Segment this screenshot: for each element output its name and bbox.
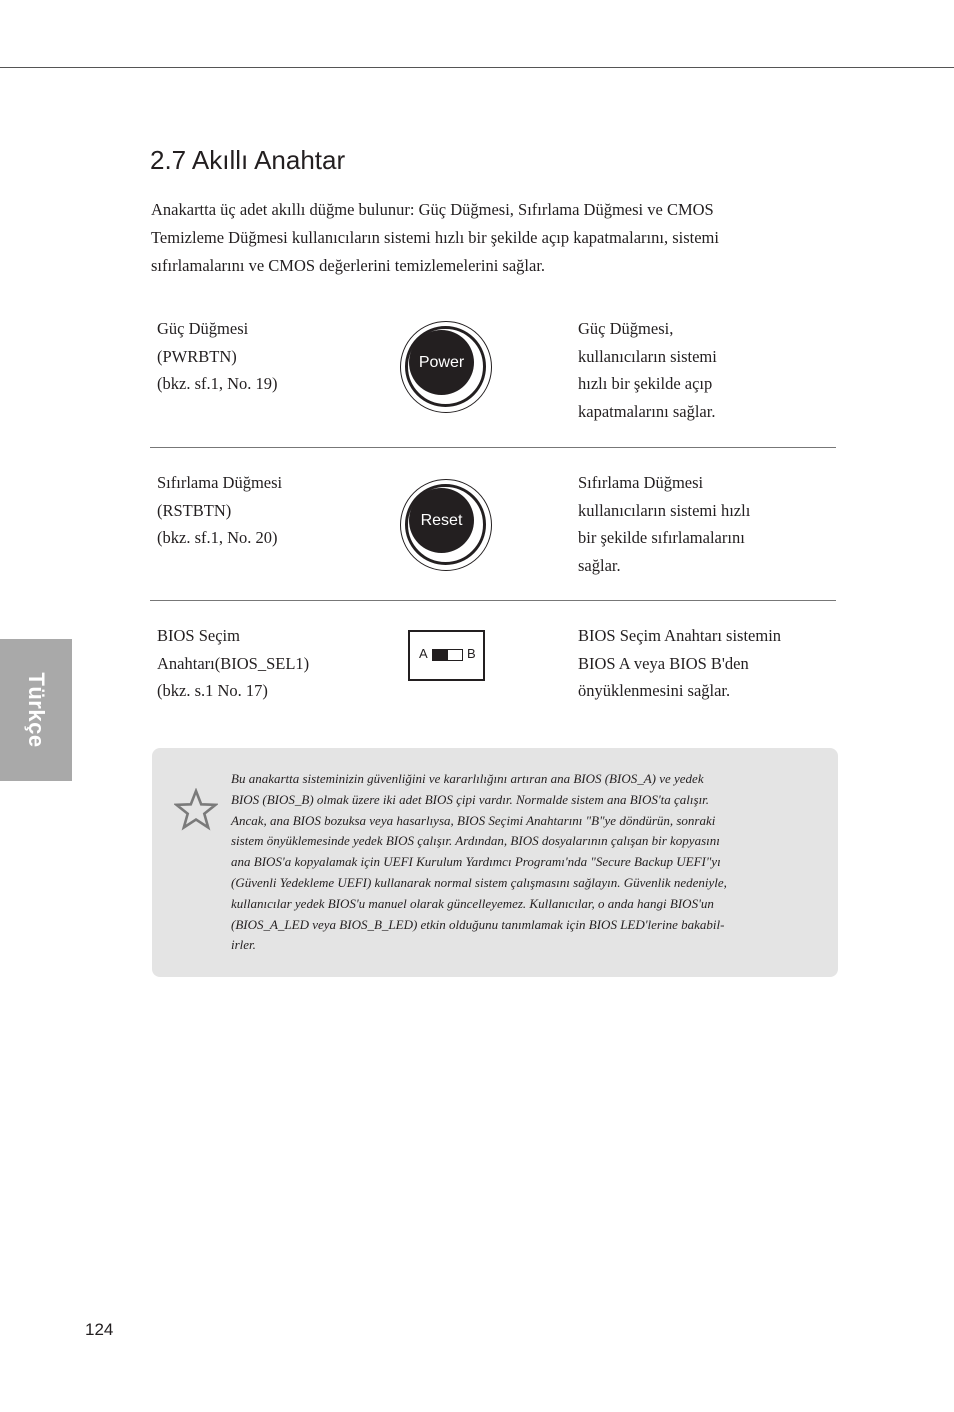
label-line: (bkz. sf.1, No. 19)	[157, 374, 278, 393]
intro-line: Temizleme Düğmesi kullanıcıların sistemi hızlı bir şekilde açıp kapatmalarını, sistemi	[151, 228, 719, 247]
row-divider	[150, 447, 836, 448]
note-text	[231, 769, 801, 956]
power-button-description	[578, 315, 818, 425]
description-line: kullanıcıların sistemi	[578, 346, 717, 366]
language-tab	[0, 639, 72, 781]
switch-label-b: B	[467, 646, 476, 661]
power-button-row	[150, 315, 836, 435]
label-line: (PWRBTN)	[157, 346, 237, 366]
label-line: (bkz. s.1 No. 17)	[157, 681, 268, 700]
note-box	[152, 748, 838, 977]
intro-line: sıfırlamalarını ve CMOS değerlerini temizlemelerini sağlar.	[151, 256, 546, 275]
description-line: hızlı bir şekilde açıp	[578, 374, 713, 393]
description-line: kapatmalarını sağlar.	[578, 401, 716, 421]
description-line: Güç Düğmesi,	[578, 319, 674, 338]
reset-button-text: Reset	[409, 488, 474, 553]
reset-button-label	[157, 469, 377, 552]
bios-switch-illustration	[408, 630, 485, 681]
description-line: önyüklenmesini sağlar.	[578, 681, 731, 700]
section-title: 2.7 Akıllı Anahtar	[150, 145, 346, 175]
bios-switch-description	[578, 622, 818, 705]
label-line: (bkz. sf.1, No. 20)	[157, 528, 278, 547]
page-number: 124	[85, 1320, 114, 1339]
note-line: ana BIOS'a kopyalamak için UEFI Kurulum Yardımcı Programı'nda "Secure Backup UEFI"yı	[231, 854, 721, 870]
intro-line: Anakartta üç adet akıllı düğme bulunur: Güç Düğmesi, Sıfırlama Düğmesi ve CMOS	[151, 200, 714, 219]
reset-button-row	[150, 469, 836, 589]
note-line: (BIOS_A_LED veya BIOS_B_LED) etkin olduğunu tanımlamak için BIOS LED'lerine bakabil-	[231, 916, 725, 932]
note-line: (Güvenli Yedekleme UEFI) kullanarak normal sistem çalışmasını sağlayın. Güvenlik nedeniyle,	[231, 874, 727, 890]
switch-track	[432, 649, 463, 661]
reset-button-illustration	[400, 479, 492, 571]
note-line: Ancak, ana BIOS bozuksa veya hasarlıysa, BIOS Seçimi Anahtarını "B"ye döndürün, sonraki	[231, 812, 716, 828]
description-line: Sıfırlama Düğmesi	[578, 473, 704, 492]
description-line: kullanıcıların sistemi hızlı	[578, 500, 751, 520]
header-rule	[0, 67, 954, 68]
label-line: (RSTBTN)	[157, 500, 232, 520]
description-line: BIOS A veya BIOS B'den	[578, 653, 749, 673]
switch-label-a: A	[419, 646, 428, 661]
switch-knob	[433, 650, 448, 660]
note-line: irler.	[231, 937, 256, 953]
note-line: sistem önyüklemesinde yedek BIOS çalışır. Ardından, BIOS dosyalarının çalışan bir kopyasını	[231, 833, 720, 849]
label-line: BIOS Seçim	[157, 626, 240, 645]
intro-paragraph	[151, 196, 831, 280]
power-button-label	[157, 315, 377, 398]
description-line: sağlar.	[578, 555, 621, 575]
bios-switch-label	[157, 622, 377, 705]
note-line: Bu anakartta sisteminizin güvenliğini ve kararlılığını artıran ana BIOS (BIOS_A) ve yedek	[231, 771, 704, 786]
bios-switch-row	[150, 622, 836, 722]
star-icon	[174, 788, 218, 832]
language-tab-label: Türkçe	[24, 672, 49, 748]
label-line: Güç Düğmesi	[157, 319, 249, 338]
reset-button-description	[578, 469, 818, 579]
label-line: Anahtarı(BIOS_SEL1)	[157, 653, 310, 673]
description-line: BIOS Seçim Anahtarı sistemin	[578, 626, 782, 645]
row-divider	[150, 600, 836, 601]
description-line: bir şekilde sıfırlamalarını	[578, 528, 745, 547]
note-line: kullanıcılar yedek BIOS'u manuel olarak güncelleyemez. Kullanıcılar, o anda hangi BIOS'un	[231, 895, 714, 911]
power-button-illustration	[400, 321, 492, 413]
note-line: BIOS (BIOS_B) olmak üzere iki adet BIOS çipi vardır. Normalde sistem ana BIOS'ta çalışır.	[231, 791, 710, 807]
power-button-text: Power	[409, 330, 474, 395]
label-line: Sıfırlama Düğmesi	[157, 473, 283, 492]
